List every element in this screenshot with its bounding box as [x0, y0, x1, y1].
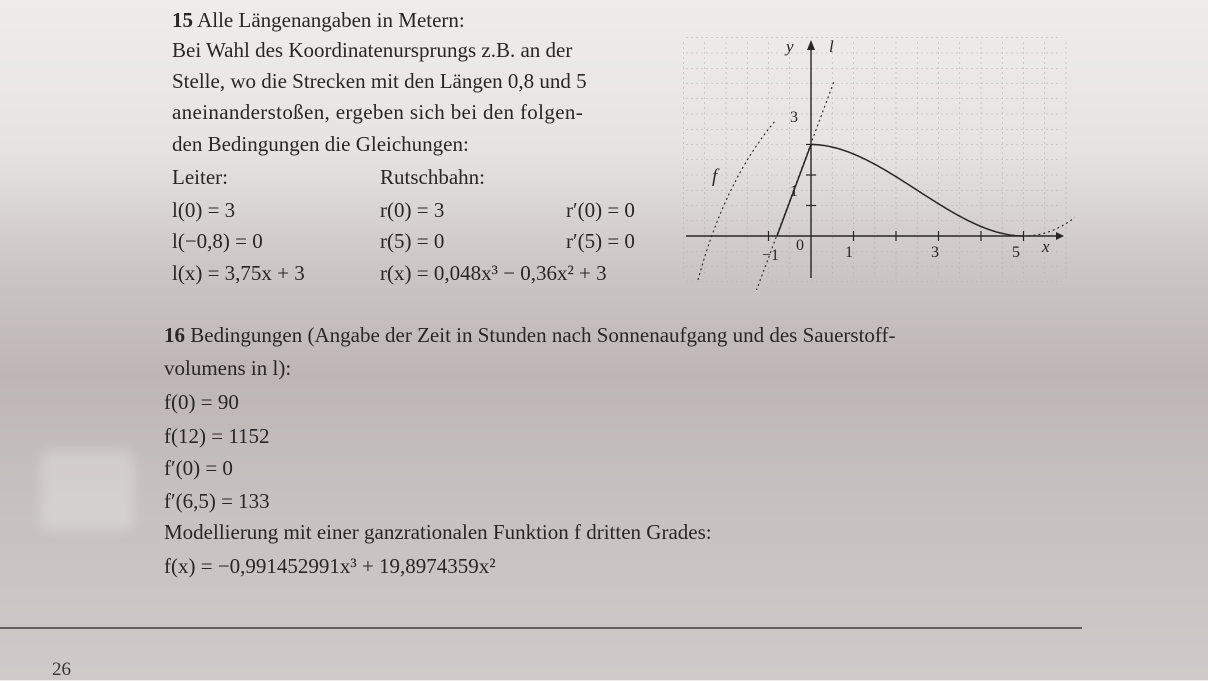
ladder-eq-3: l(x) = 3,75x + 3: [172, 261, 305, 285]
slide-deriv-1: r′(0) = 0: [566, 198, 635, 222]
task-16-heading-line-2: volumens in l):: [164, 356, 292, 380]
model-text: Modellierung mit einer ganzrationalen Funktion f dritten Grades:: [164, 520, 712, 544]
task-15-intro-1: Bei Wahl des Koordinatenursprungs z.B. an der: [172, 38, 573, 62]
task-15-intro-4: den Bedingungen die Gleichungen:: [172, 132, 469, 156]
y-axis-label: y: [786, 37, 794, 56]
condition-3: f′(0) = 0: [164, 456, 233, 480]
bottom-rule: [0, 627, 1082, 629]
x-axis-arrow: [1056, 232, 1064, 240]
condition-1: f(0) = 90: [164, 390, 239, 414]
tick-label-x-5: 5: [1012, 244, 1020, 261]
ladder-label: l: [829, 37, 834, 56]
slide-eq-2: r(5) = 0: [380, 229, 445, 253]
tick-label-x-minus1: −1: [762, 247, 780, 264]
x-axis-label: x: [1042, 237, 1050, 256]
task-16-heading: Bedingungen (Angabe der Zeit in Stunden nach Sonnenaufgang und des Sauerstoff-: [190, 323, 896, 347]
coordinate-graph: [680, 30, 1080, 290]
tick-label-y-3: 3: [790, 109, 798, 126]
slide-eq-3: r(x) = 0,048x³ − 0,36x² + 3: [380, 261, 607, 285]
task-15-heading: Alle Längenangaben in Metern:: [197, 8, 465, 32]
tick-label-x-3: 3: [931, 244, 939, 261]
ladder-header: Leiter:: [172, 165, 228, 189]
task-15-intro-3: aneinanderstoßen, ergeben sich bei den folgen-: [172, 100, 584, 124]
condition-2: f(12) = 1152: [164, 424, 270, 448]
ladder-eq-1: l(0) = 3: [172, 198, 236, 222]
task-16-number: 16: [164, 323, 185, 347]
grid: [684, 38, 1067, 282]
y-axis-arrow: [807, 40, 815, 50]
task-15-heading-line: [172, 10, 465, 31]
tick-label-y-1: 1: [790, 183, 798, 200]
tick-label-origin: 0: [796, 237, 804, 254]
task-16-heading-line-1: [164, 325, 896, 346]
f-label: f: [712, 166, 718, 187]
tick-label-x-1: 1: [845, 244, 853, 261]
page-number: 26: [52, 659, 71, 680]
slide-curve-extension: [1024, 218, 1075, 236]
task-15-intro-2: Stelle, wo die Strecken mit den Längen 0,8 und 5: [172, 69, 587, 93]
task-15-number: 15: [172, 8, 193, 32]
light-glare: [40, 450, 135, 530]
slide-eq-1: r(0) = 3: [380, 198, 445, 222]
condition-4: f′(6,5) = 133: [164, 489, 270, 513]
ladder-eq-2: l(−0,8) = 0: [172, 229, 263, 253]
model-formula: f(x) = −0,991452991x³ + 19,8974359x²: [164, 554, 496, 578]
slide-deriv-2: r′(5) = 0: [566, 229, 635, 253]
slide-header: Rutschbahn:: [380, 165, 485, 189]
